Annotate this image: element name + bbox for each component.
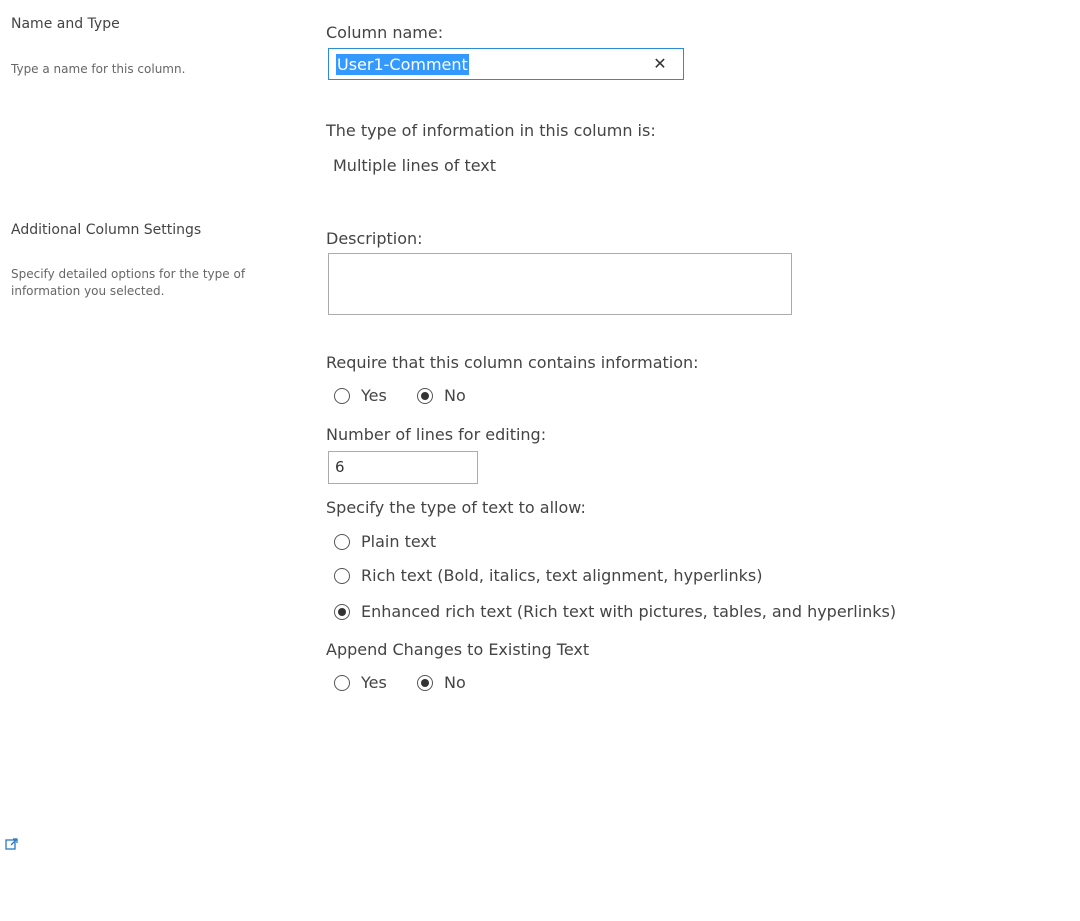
require-no-radio[interactable] (417, 388, 433, 404)
rich-text-label[interactable]: Rich text (Bold, italics, text alignment, hyperlinks) (361, 566, 763, 585)
append-no-label[interactable]: No (444, 673, 466, 692)
section-desc-additional-settings: Specify detailed options for the type of information you selected. (11, 267, 246, 298)
enhanced-rich-text-label[interactable]: Enhanced rich text (Rich text with pictures, tables, and hyperlinks) (361, 602, 897, 621)
lines-input[interactable]: 6 (328, 451, 478, 484)
require-yes-label[interactable]: Yes (361, 386, 387, 405)
section-desc-name-and-type: Type a name for this column. (11, 62, 186, 76)
external-link-icon[interactable] (5, 836, 19, 850)
section-title-additional-settings: Additional Column Settings (11, 222, 202, 238)
clear-icon[interactable]: ✕ (653, 54, 667, 73)
enhanced-rich-text-radio[interactable] (334, 604, 350, 620)
append-label: Append Changes to Existing Text (326, 640, 590, 659)
column-name-input[interactable] (328, 48, 684, 80)
require-yes-radio[interactable] (334, 388, 350, 404)
require-label: Require that this column contains information: (326, 353, 699, 372)
rich-text-radio[interactable] (334, 568, 350, 584)
append-yes-radio[interactable] (334, 675, 350, 691)
require-no-label[interactable]: No (444, 386, 466, 405)
column-name-label: Column name: (326, 23, 444, 42)
column-name-value: User1-Comment (337, 55, 468, 74)
description-label: Description: (326, 229, 423, 248)
external-link-icon-svg (5, 837, 19, 851)
info-type-value: Multiple lines of text (333, 156, 497, 175)
info-type-label: The type of information in this column is: (326, 121, 656, 140)
plain-text-label[interactable]: Plain text (361, 532, 437, 551)
plain-text-radio[interactable] (334, 534, 350, 550)
text-type-label: Specify the type of text to allow: (326, 498, 586, 517)
description-textarea[interactable] (328, 253, 792, 315)
append-no-radio[interactable] (417, 675, 433, 691)
section-title-name-and-type: Name and Type (11, 16, 120, 32)
append-yes-label[interactable]: Yes (361, 673, 387, 692)
lines-label: Number of lines for editing: (326, 425, 547, 444)
